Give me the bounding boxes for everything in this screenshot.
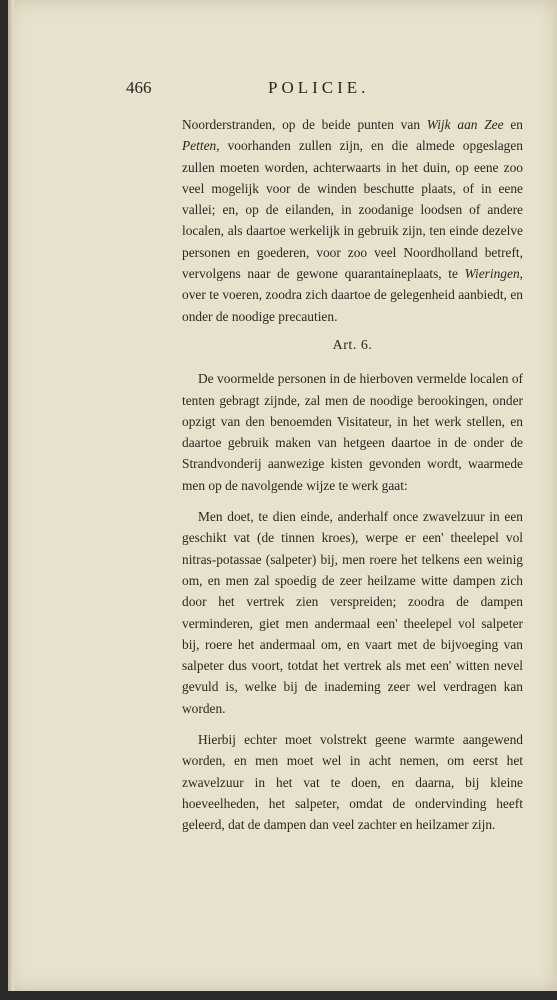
place-name-petten: Petten: [182, 138, 217, 154]
paragraph-1-text-2: en: [503, 117, 523, 132]
paragraph-4: Hierbij echter moet volstrekt geene warmte aangewend worden, en men moet wel in acht nemen, om eerst het zwavelzuur in het vat te doen, en daarna, bij kleine hoeveelheden, het salpeter, omdat de ondervinding heeft geleerd, dat de dampen dan veel zachter en heilzamer zijn.: [182, 732, 523, 833]
running-head: POLICIE.: [268, 78, 370, 97]
place-name-wieringen: Wieringen: [464, 266, 520, 282]
paragraph-3: Men doet, te dien einde, anderhalf once zwavelzuur in een geschikt vat (de tinnen kroes), werpe er een' theelepel vol nitras-potassae (salpeter) bij, men roere het telkens een weinig om, en men zal spoedig de zeer heilzame witte dampen zich door het vertrek zien verspreiden; zoodra de dampen verminderen, giet men andermaal een' theelepel vol salpeter bij, roere het andermaal om, en vaart met de bijvoeging van salpeter dus voort, totdat het vertrek als met een' witten nevel gevuld is, welke bij de inademing zeer wel verdragen kan worden.: [182, 509, 523, 716]
page-number: 466: [126, 78, 152, 97]
paragraph-2: De voormelde personen in de hierboven vermelde localen of tenten gebragt zijnde, zal men de noodige berookingen, onder opzigt van den benoemden Visitateur, in het werk stellen, en daartoe gebruik maken van hetgeen daartoe in de onder de Strandvonderij aanwezige kisten gevonden wordt, waarmede men op de navolgende wijze te werk gaat:: [182, 371, 523, 493]
paragraph-1-text-1: Noorderstranden, op de beide punten van: [182, 117, 427, 132]
page-header: [118, 78, 498, 106]
page-bottom-edge: [0, 991, 557, 1000]
book-page: [8, 0, 557, 991]
paragraph-1-text-3: , voorhanden zullen zijn, en die almede opgeslagen zullen moeten worden, achterwaarts in het duin, op eene zoo veel mogelijk voor de winden beschutte plaats, of in eene vallei; en, op de eilanden, in zoodanige loodsen of andere localen, als daartoe werkelijk in gebruik zijn, ten einde dezelve personen en goederen, voor zoo veel Noordholland betreft, vervolgens naar de gewone quarantaineplaats, te: [182, 138, 523, 282]
body-text: [182, 114, 523, 836]
paragraph-1-text-4: , over te voeren, zoodra zich daartoe de gelegenheid aanbiedt, en onder de noodige precautien.: [182, 266, 523, 324]
article-heading: Art. 6.: [332, 337, 373, 353]
paragraph-1: [182, 114, 523, 327]
place-name-wijk-aan-zee: Wijk aan Zee: [426, 117, 504, 132]
